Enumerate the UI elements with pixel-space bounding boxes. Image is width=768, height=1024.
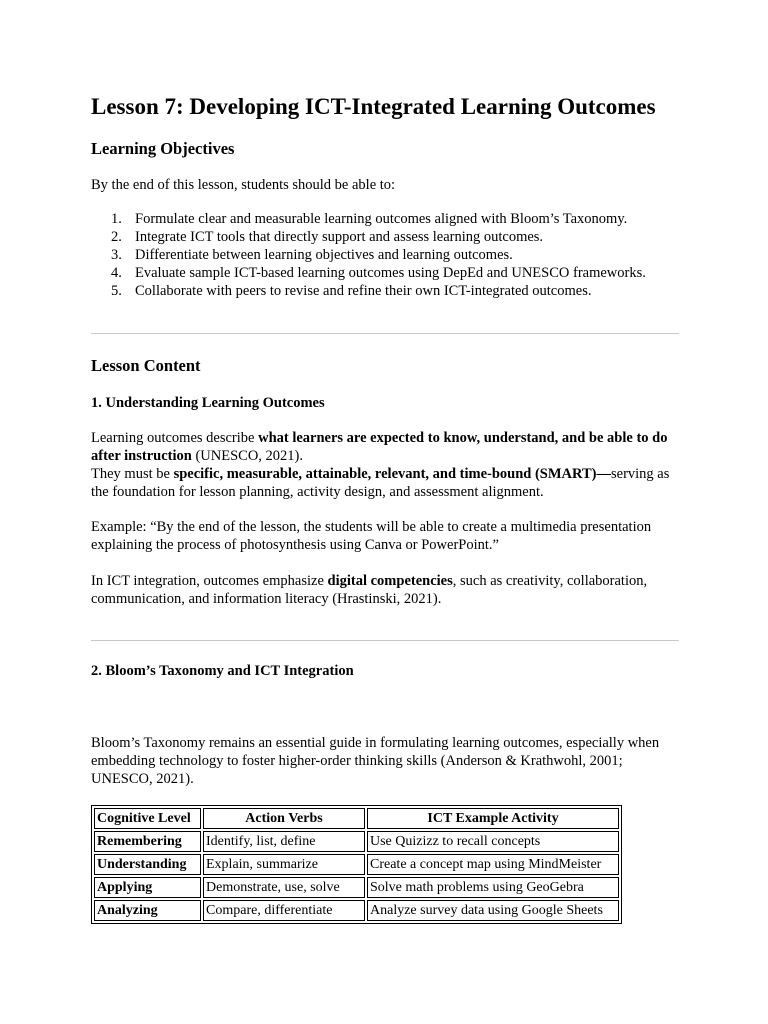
table-header-cell: ICT Example Activity xyxy=(367,808,619,829)
text-run: (UNESCO, 2021). xyxy=(191,448,303,464)
table-cell: Analyze survey data using Google Sheets xyxy=(367,900,619,921)
section-divider xyxy=(91,333,679,334)
list-item xyxy=(91,246,646,264)
list-item-text: Differentiate between learning objectives and learning outcomes. xyxy=(135,247,513,263)
table-cell: Use Quizizz to recall concepts xyxy=(367,831,619,852)
list-item xyxy=(91,228,646,246)
table-cell: Demonstrate, use, solve xyxy=(203,877,365,898)
text-run-bold: what learners are expected to know, understand, and be able to do after instruction xyxy=(91,430,668,464)
table-cell: Remembering xyxy=(94,831,201,852)
objectives-intro: By the end of this lesson, students should be able to: xyxy=(91,177,396,193)
section-divider xyxy=(91,640,679,641)
table-cell: Solve math problems using GeoGebra xyxy=(367,877,619,898)
text-run: They must be xyxy=(91,466,174,482)
table-row xyxy=(94,831,619,852)
section1-heading: 1. Understanding Learning Outcomes xyxy=(91,395,325,411)
table-header-row xyxy=(94,808,619,829)
table-header-cell: Cognitive Level xyxy=(94,808,201,829)
table-cell: Explain, summarize xyxy=(203,854,365,875)
content-heading: Lesson Content xyxy=(91,356,201,375)
section2-heading: 2. Bloom’s Taxonomy and ICT Integration xyxy=(91,663,354,679)
list-item xyxy=(91,264,646,282)
text-run: serving as the foundation for lesson planning, activity design, and assessment alignment. xyxy=(91,466,670,500)
text-run-bold: specific, measurable, attainable, relevant, and time-bound (SMART)— xyxy=(173,466,611,482)
table-cell: Identify, list, define xyxy=(203,831,365,852)
list-item xyxy=(91,282,646,300)
section1-paragraph-3 xyxy=(91,572,679,608)
section2-paragraph-1: Bloom’s Taxonomy remains an essential guide in formulating learning outcomes, especially when embedding technology to foster higher-order thinking skills (Anderson & Krathwohl, 2001; UNESCO, 2021). xyxy=(91,735,660,787)
list-item-text: Evaluate sample ICT-based learning outcomes using DepEd and UNESCO frameworks. xyxy=(135,265,646,281)
list-item-text: Formulate clear and measurable learning outcomes aligned with Bloom’s Taxonomy. xyxy=(135,211,628,227)
list-item-number: 4. xyxy=(111,265,122,281)
objectives-heading: Learning Objectives xyxy=(91,139,235,158)
section1-paragraph-1 xyxy=(91,429,679,501)
lesson-title: Lesson 7: Developing ICT-Integrated Learning Outcomes xyxy=(91,94,656,119)
list-item-number: 5. xyxy=(111,283,122,299)
list-item-text: Integrate ICT tools that directly support and assess learning outcomes. xyxy=(135,229,544,245)
section1-paragraph-2: Example: “By the end of the lesson, the students will be able to create a multimedia presentation explaining the process of photosynthesis using Canva or PowerPoint.” xyxy=(91,519,652,553)
list-item xyxy=(91,210,646,228)
table-cell: Understanding xyxy=(94,854,201,875)
objectives-list xyxy=(91,210,646,300)
table-cell: Compare, differentiate xyxy=(203,900,365,921)
text-run: Learning outcomes describe xyxy=(91,430,259,446)
table-cell: Applying xyxy=(94,877,201,898)
table-cell: Create a concept map using MindMeister xyxy=(367,854,619,875)
list-item-number: 3. xyxy=(111,247,122,263)
list-item-number: 1. xyxy=(111,211,122,227)
text-run: , such as creativity, collaboration, communication, and information literacy (Hrastinski, 2021). xyxy=(91,573,648,607)
table-row xyxy=(94,900,619,921)
blooms-taxonomy-table xyxy=(91,805,622,924)
list-item-text: Collaborate with peers to revise and refine their own ICT-integrated outcomes. xyxy=(135,283,592,299)
table-header-cell: Action Verbs xyxy=(203,808,365,829)
text-run-bold: digital competencies xyxy=(327,573,453,589)
table-row xyxy=(94,877,619,898)
text-run: In ICT integration, outcomes emphasize xyxy=(91,573,328,589)
table-row xyxy=(94,854,619,875)
list-item-number: 2. xyxy=(111,229,122,245)
table-cell: Analyzing xyxy=(94,900,201,921)
